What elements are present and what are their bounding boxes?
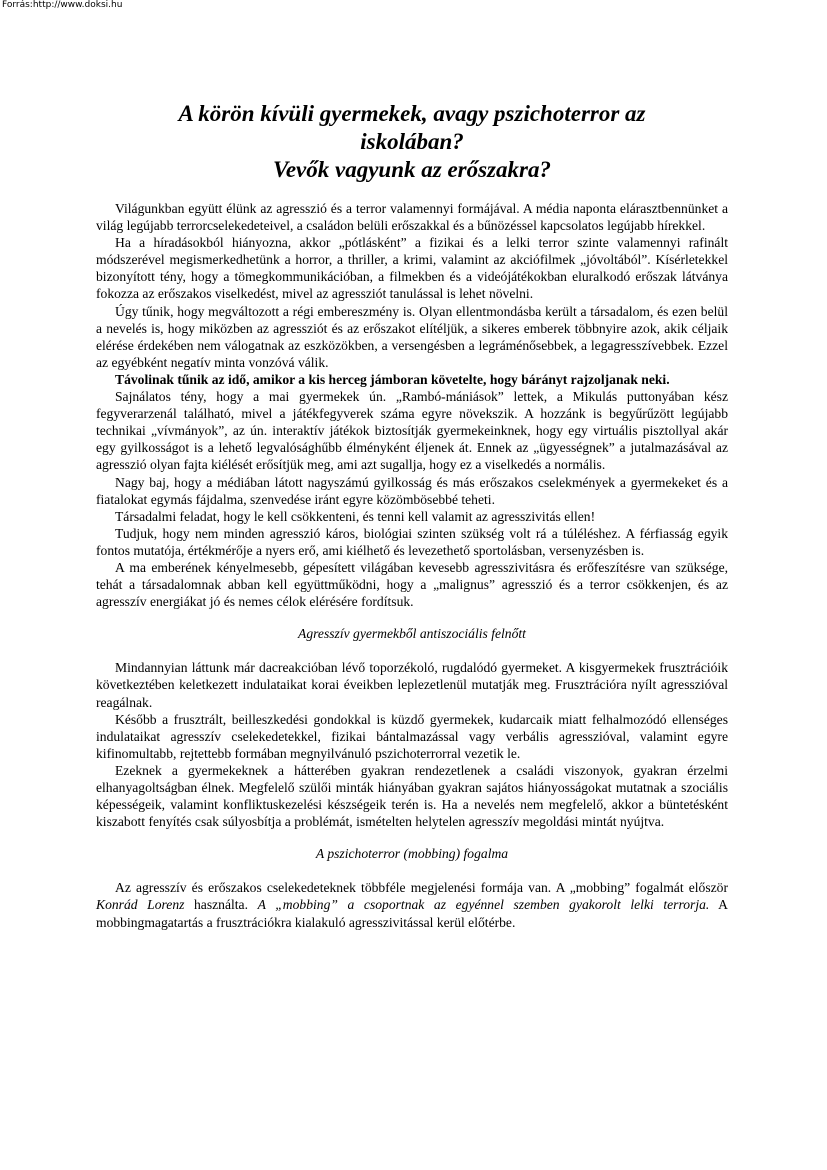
source-label: Forrás:http://www.doksi.hu [2, 0, 123, 10]
paragraph: A ma emberének kényelmesebb, gépesített világában kevesebb agresszivitásra és erőfeszítésre van szüksége, tehát a társadalomnak abban kell együttműködni, hogy a „malignus” agresszió és a terror csökkenjen, és az agresszív energiákat jó és nemes célok elérésére fordítsuk. [96, 559, 728, 610]
document-title [96, 100, 728, 184]
paragraph: Úgy tűnik, hogy megváltozott a régi embereszmény is. Olyan ellentmondásba került a társadalom, és ezen belül a nevelés is, hogy miközben az agressziót és az erőszakot elítéljük, a sikeres emberek többnyire azok, akik céljaik elérése érdekében nem válogatnak az eszközökben, a versengésben a legráménősebbek, a legagresszívebbek. Ezzel az egyébként negatív minta vonzóvá válik. [96, 303, 728, 370]
paragraph: Nagy baj, hogy a médiában látott nagyszámú gyilkosság és más erőszakos cselekmények a gyermekeket és a fiatalokat egymás fájdalma, szenvedése iránt egyre közömbösebbé teheti. [96, 474, 728, 507]
paragraph [96, 879, 728, 930]
title-line-3: Vevők vagyunk az erőszakra? [273, 157, 551, 182]
text-run: használta. [184, 897, 258, 913]
mobbing-definition: A „mobbing” a csoportnak az egyénnel szemben gyakorolt lelki terrorja. [257, 897, 710, 913]
paragraph: Mindannyian láttunk már dacreakcióban lévő toporzékoló, rugdalódó gyermeket. A kisgyermekek frusztrációik következtében keletkezett indulataikat korai éveikben leplezetlenül mutatják meg. Frusztrációra nyílt agresszióval reagálnak. [96, 660, 728, 710]
author-name: Konrád Lorenz [96, 897, 185, 913]
title-line-2: iskolában? [360, 129, 464, 154]
paragraph: Sajnálatos tény, hogy a mai gyermekek ún. „Rambó-mániások” lettek, a Mikulás puttonyában kész fegyverarzenál található, mivel a játékfegyverek száma egyre növekszik. A hozzánk is begyűrűzött legújabb technikai „vívmányok”, az ún. interaktív játékok biztosítják gyermekeinknek, hogy egy virtuális pisztollyal akár egy gyilkosságot is a lehető legvalósághűbb élményként éljenek át. Ennek az „ügyességnek” a jutalmazásával az agresszió olyan fajta kiélését erősítjük meg, ami azt sugallja, hogy ez a viselkedés a normális. [96, 389, 728, 473]
section-heading: Agresszív gyermekből antiszociális felnőtt [298, 626, 526, 642]
text-run: Az agresszív és erőszakos cselekedeteknek többféle megjelenési formája van. A „mobbing” fogalmát először [115, 880, 728, 896]
bold-paragraph: Távolinak tűnik az idő, amikor a kis herceg jámboran követelte, hogy bárányt rajzoljanak neki. [115, 371, 670, 387]
section-heading: A pszichoterror (mobbing) fogalma [315, 846, 509, 862]
paragraph: Később a frusztrált, beilleszkedési gondokkal is küzdő gyermekek, kudarcaik miatt felhalmozódó ellenséges indulataikat agresszív cselekedetekkel, fizikai bántalmazással vagy verbális agresszióval, valamint egyre kifinomultabb, rejtettebb formában megnyilvánuló pszichoterrorral vezetik le. [96, 711, 728, 761]
title-line-1: A körön kívüli gyermekek, avagy pszichoterror az [178, 101, 646, 126]
paragraph: Ha a híradásokból hiányozna, akkor „pótlásként” a fizikai és a lelki terror szinte valamennyi rafinált módszerével megismerkedhetünk a horror, a thriller, a krimi, valamint az akciófilmek „jóvoltából”. Kísérletekkel bizonyított tény, hogy a tömegkommunikációban, a filmekben és a videójátékokban eluralkodó erőszak látványa fokozza az erőszakos viselkedést, mivel az agressziót tanulással is lehet növelni. [96, 235, 728, 302]
paragraph: Társadalmi feladat, hogy le kell csökkenteni, és tenni kell valamit az agresszivitás ellen! [115, 508, 596, 524]
document-page [96, 100, 728, 931]
paragraph: Ezeknek a gyermekeknek a hátterében gyakran rendezetlenek a családi viszonyok, gyakran érzelmi elhanyagoltságban élnek. Megfelelő szülői minták hiányában gyakran sajátos hiányosságokat mutatnak a szociális képességeik, valamint konfliktuskezelési készségeik terén is. Ha a nevelés nem megfelelő, akkor a büntetésként kiszabott fenyítés csak súlyosbítja a problémát, ismételten helytelen agresszív megoldási mintát nyújtva. [96, 762, 728, 830]
paragraph: Tudjuk, hogy nem minden agresszió káros, biológiai szinten szükség volt rá a túléléshez. A férfiasság egyik fontos mutatója, értékmérője a nyers erő, ami kiélhető és levezethető sportolásban, versenyzésben is. [96, 525, 728, 558]
paragraph: Világunkban együtt élünk az agresszió és a terror valamennyi formájával. A média naponta elárasztbennünket a világ legújabb terrorcselekedeteivel, a családon belüli erőszakkal és a bűnözéssel kapcsolatos legújabb hírekkel. [96, 201, 728, 234]
text-run: A mobbingmagatartás a frusztrációkra kialakuló agresszivitással kerül előtérbe. [96, 897, 728, 930]
